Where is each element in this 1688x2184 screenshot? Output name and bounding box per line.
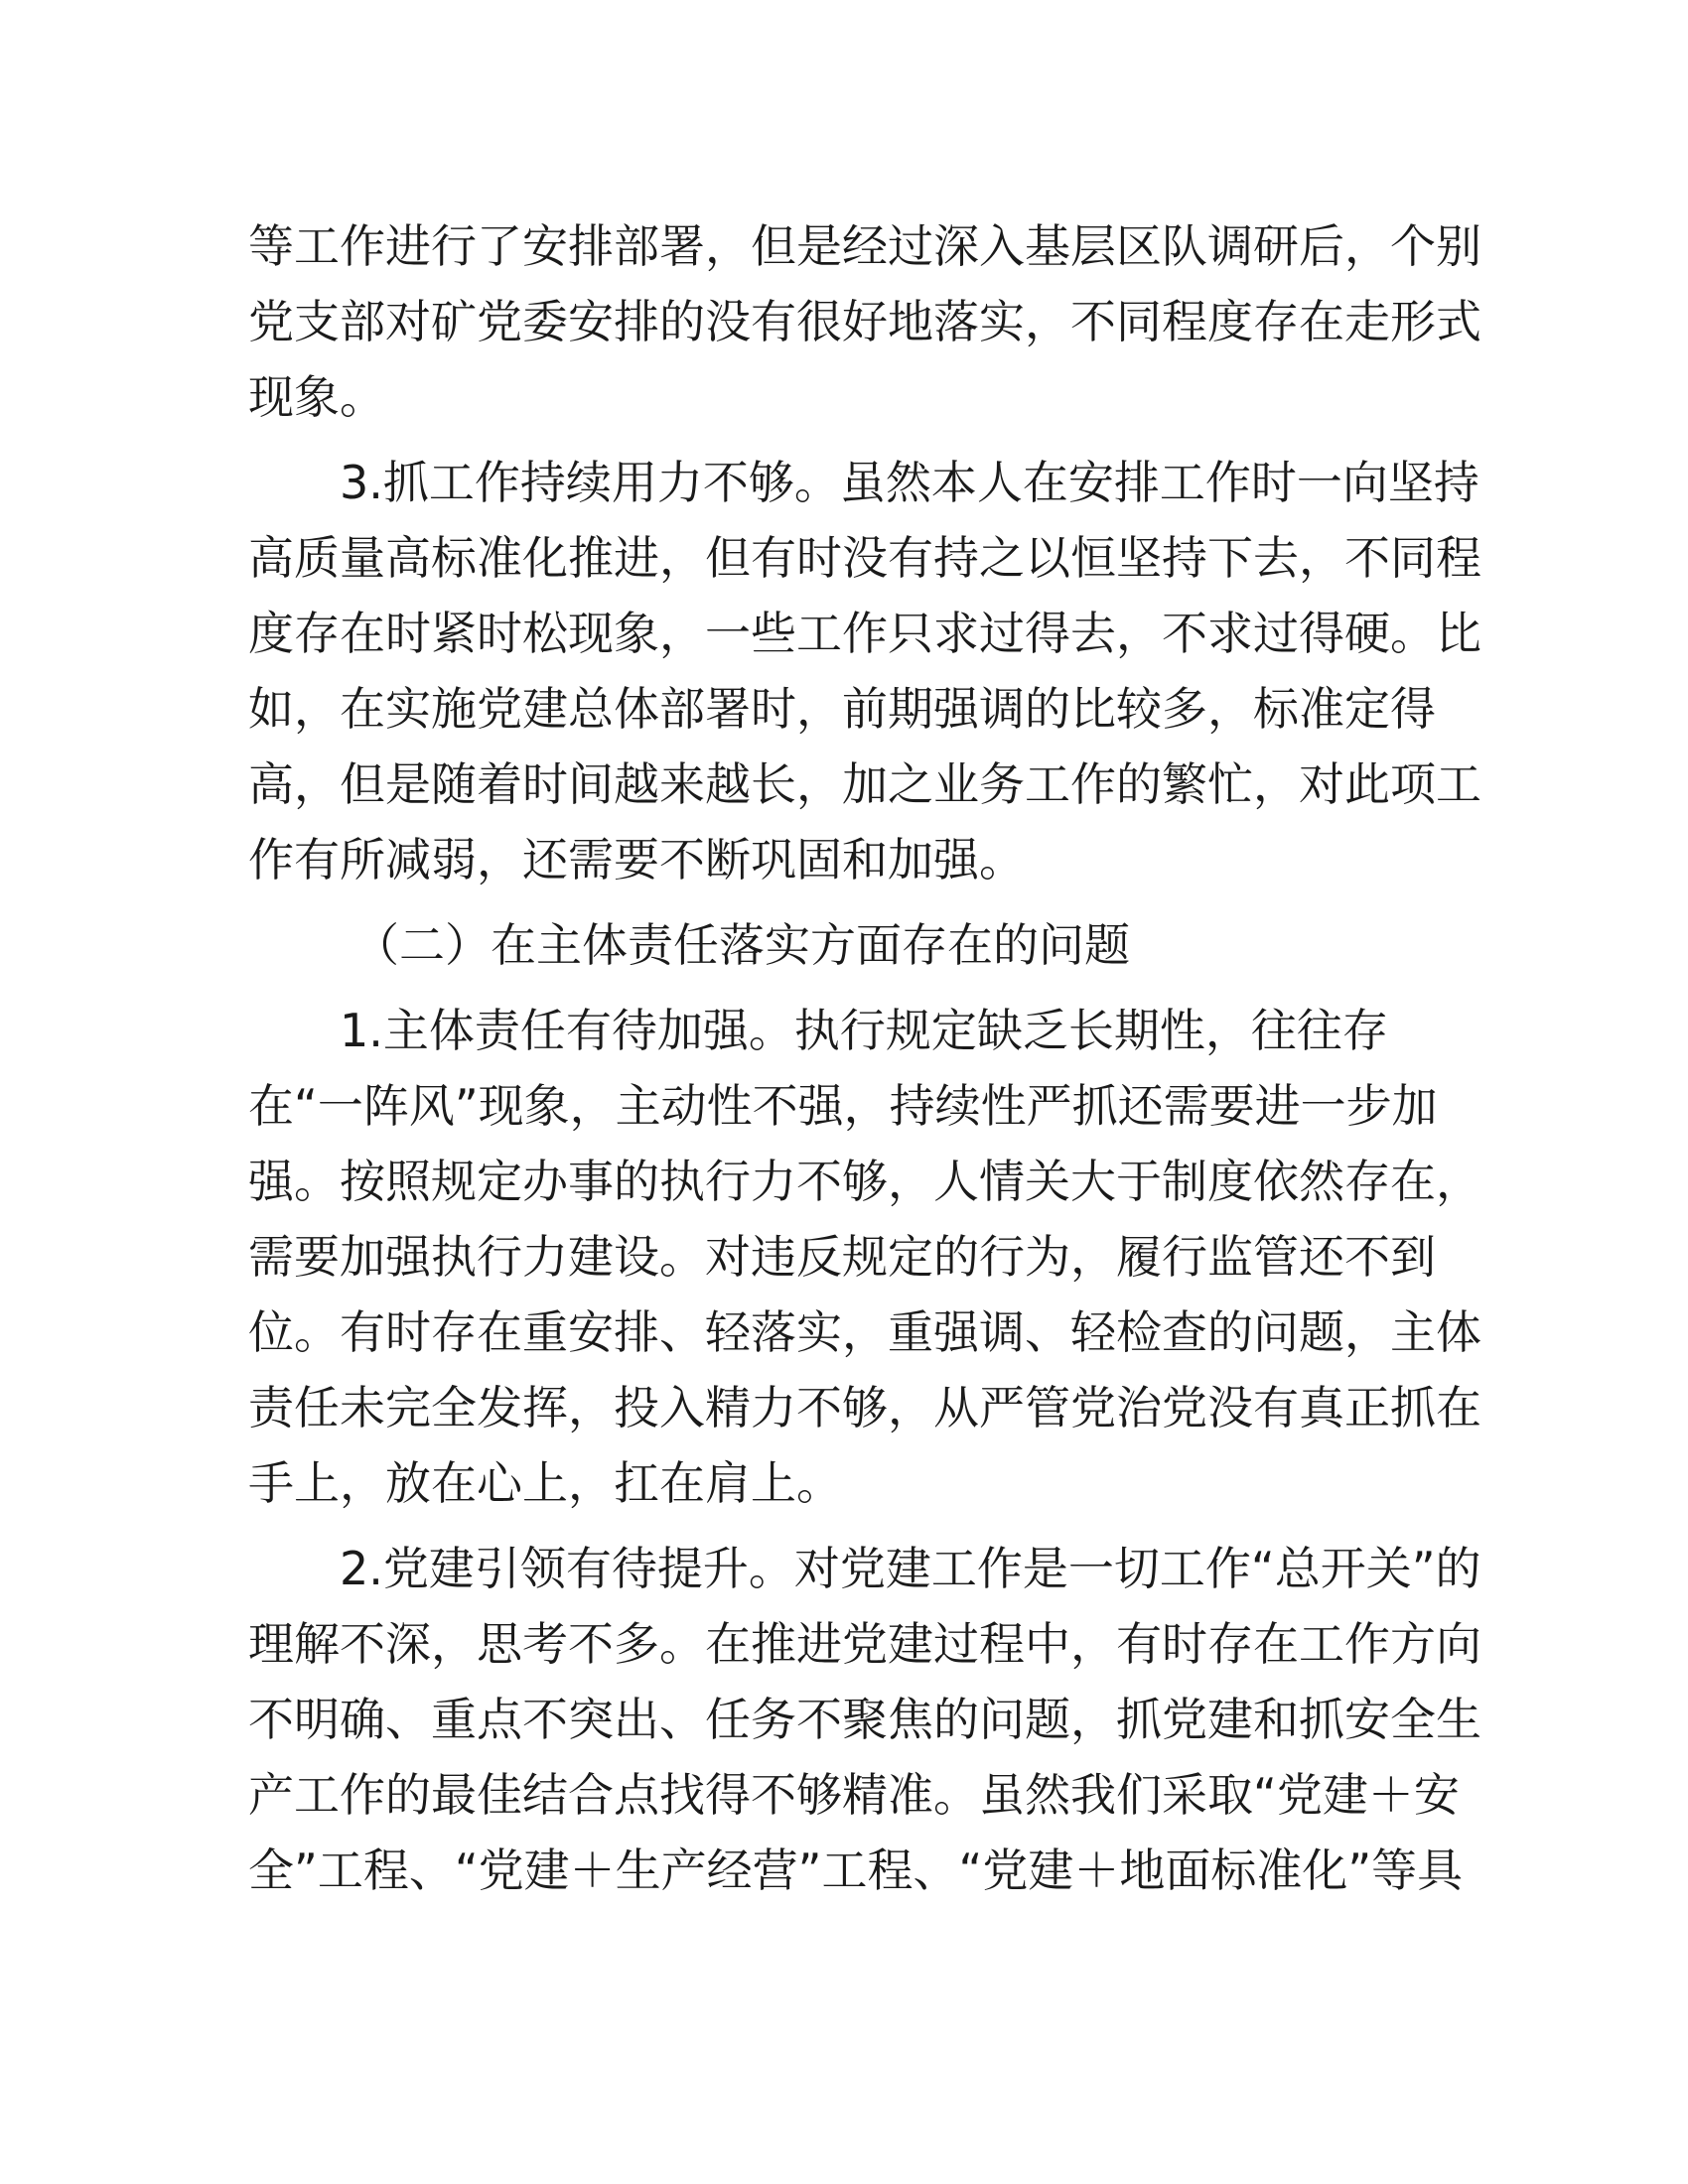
text-line: 作有所减弱，还需要不断巩固和加强。	[248, 833, 1025, 887]
text-line: 强。按照规定办事的执行力不够，人情关大于制度依然存在，	[248, 1155, 1481, 1208]
text-line: 2.党建引领有待提升。对党建工作是一切工作“总开关”的	[340, 1542, 1481, 1595]
text-line: 不明确、重点不突出、任务不聚焦的问题，抓党建和抓安全生	[248, 1693, 1481, 1746]
paragraph-item-2	[248, 1531, 1481, 1908]
section-heading	[248, 907, 1440, 983]
heading-line: （二）在主体责任落实方面存在的问题	[353, 918, 1130, 972]
text-line: 党支部对矿党委安排的没有很好地落实，不同程度存在走形式	[248, 295, 1481, 348]
text-line: 需要加强执行力建设。对违反规定的行为，履行监管还不到	[248, 1230, 1436, 1284]
text-line: 3.抓工作持续用力不够。虽然本人在安排工作时一向坚持	[340, 456, 1479, 509]
text-line: 全”工程、“党建＋生产经营”工程、“党建＋地面标准化”等具	[248, 1843, 1464, 1897]
text-line: 位。有时存在重安排、轻落实，重强调、轻检查的问题，主体	[248, 1305, 1481, 1359]
text-line: 手上，放在心上，扛在肩上。	[248, 1456, 842, 1510]
text-line: 等工作进行了安排部署，但是经过深入基层区队调研后，个别	[248, 219, 1481, 273]
text-line: 责任未完全发挥，投入精力不够，从严管党治党没有真正抓在	[248, 1381, 1481, 1434]
paragraph-continuation	[248, 208, 1481, 435]
text-line: 产工作的最佳结合点找得不够精准。虽然我们采取“党建＋安	[248, 1768, 1460, 1822]
text-line: 如，在实施党建总体部署时，前期强调的比较多，标准定得	[248, 682, 1436, 736]
text-line: 理解不深，思考不多。在推进党建过程中，有时存在工作方向	[248, 1617, 1481, 1671]
paragraph-item-1	[248, 993, 1481, 1521]
text-line: 度存在时紧时松现象，一些工作只求过得去，不求过得硬。比	[248, 607, 1481, 660]
document-body	[248, 208, 1481, 1908]
text-line: 1.主体责任有待加强。执行规定缺乏长期性，往往存	[340, 1004, 1388, 1057]
text-line: 现象。	[248, 370, 385, 424]
text-line: 高，但是随着时间越来越长，加之业务工作的繁忙，对此项工	[248, 757, 1481, 811]
text-line: 高质量高标准化推进，但有时没有持之以恒坚持下去，不同程	[248, 531, 1481, 585]
text-line: 在“一阵风”现象，主动性不强，持续性严抓还需要进一步加	[248, 1079, 1438, 1133]
paragraph-item-3	[248, 445, 1481, 897]
